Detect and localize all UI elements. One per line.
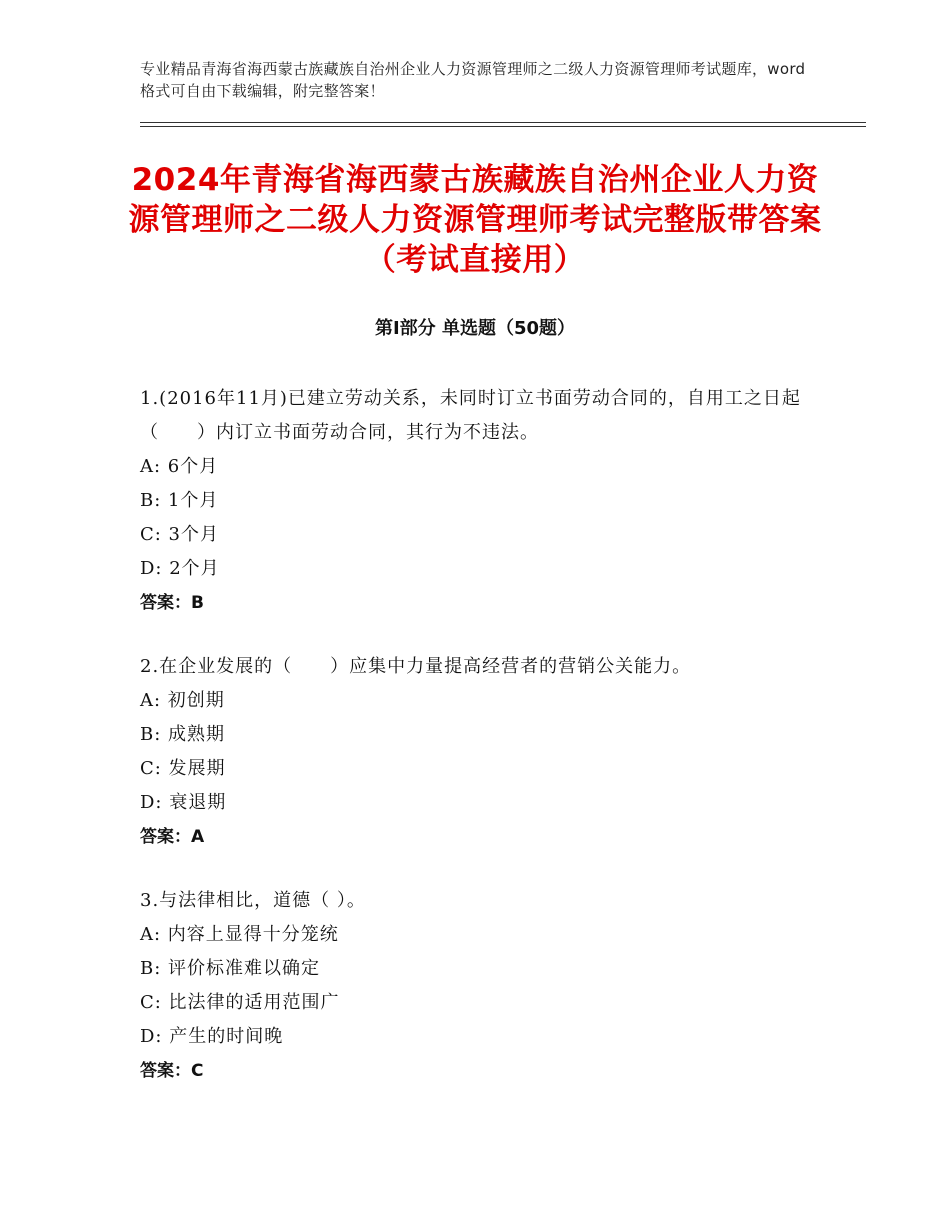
question-1 xyxy=(140,382,820,620)
option-a: A: 内容上显得十分笼统 xyxy=(140,924,339,945)
question-3 xyxy=(140,884,820,1088)
option-d: D: 产生的时间晚 xyxy=(140,1026,284,1047)
header-divider-top xyxy=(140,122,866,123)
answer: 答案：B xyxy=(140,593,204,613)
question-2 xyxy=(140,650,820,854)
answer: 答案：A xyxy=(140,827,205,847)
question-stem: 3.与法律相比，道德（ ）。 xyxy=(140,890,366,911)
option-b: B: 1个月 xyxy=(140,490,219,511)
option-c: C: 发展期 xyxy=(140,758,226,779)
header-note: 专业精品青海省海西蒙古族藏族自治州企业人力资源管理师之二级人力资源管理师考试题库，word格式可自由下载编辑，附完整答案！ xyxy=(140,60,806,100)
question-stem: 2.在企业发展的（ ）应集中力量提高经营者的营销公关能力。 xyxy=(140,656,692,677)
option-c: C: 3个月 xyxy=(140,524,220,545)
document-title: 2024年青海省海西蒙古族藏族自治州企业人力资源管理师之二级人力资源管理师考试完整版带答案（考试直接用） xyxy=(128,162,822,278)
option-a: A: 6个月 xyxy=(140,456,219,477)
question-list xyxy=(140,382,820,1118)
section-title: 第Ⅰ部分 单选题（50题） xyxy=(374,318,575,339)
header-divider-bottom xyxy=(140,126,866,127)
option-b: B: 成熟期 xyxy=(140,724,226,745)
answer: 答案：C xyxy=(140,1061,204,1081)
option-b: B: 评价标准难以确定 xyxy=(140,958,321,979)
option-d: D: 衰退期 xyxy=(140,792,227,813)
option-d: D: 2个月 xyxy=(140,558,220,579)
option-c: C: 比法律的适用范围广 xyxy=(140,992,340,1013)
question-stem: 1.(2016年11月)已建立劳动关系，未同时订立书面劳动合同的，自用工之日起（ ）内订立书面劳动合同，其行为不违法。 xyxy=(140,388,801,443)
option-a: A: 初创期 xyxy=(140,690,225,711)
